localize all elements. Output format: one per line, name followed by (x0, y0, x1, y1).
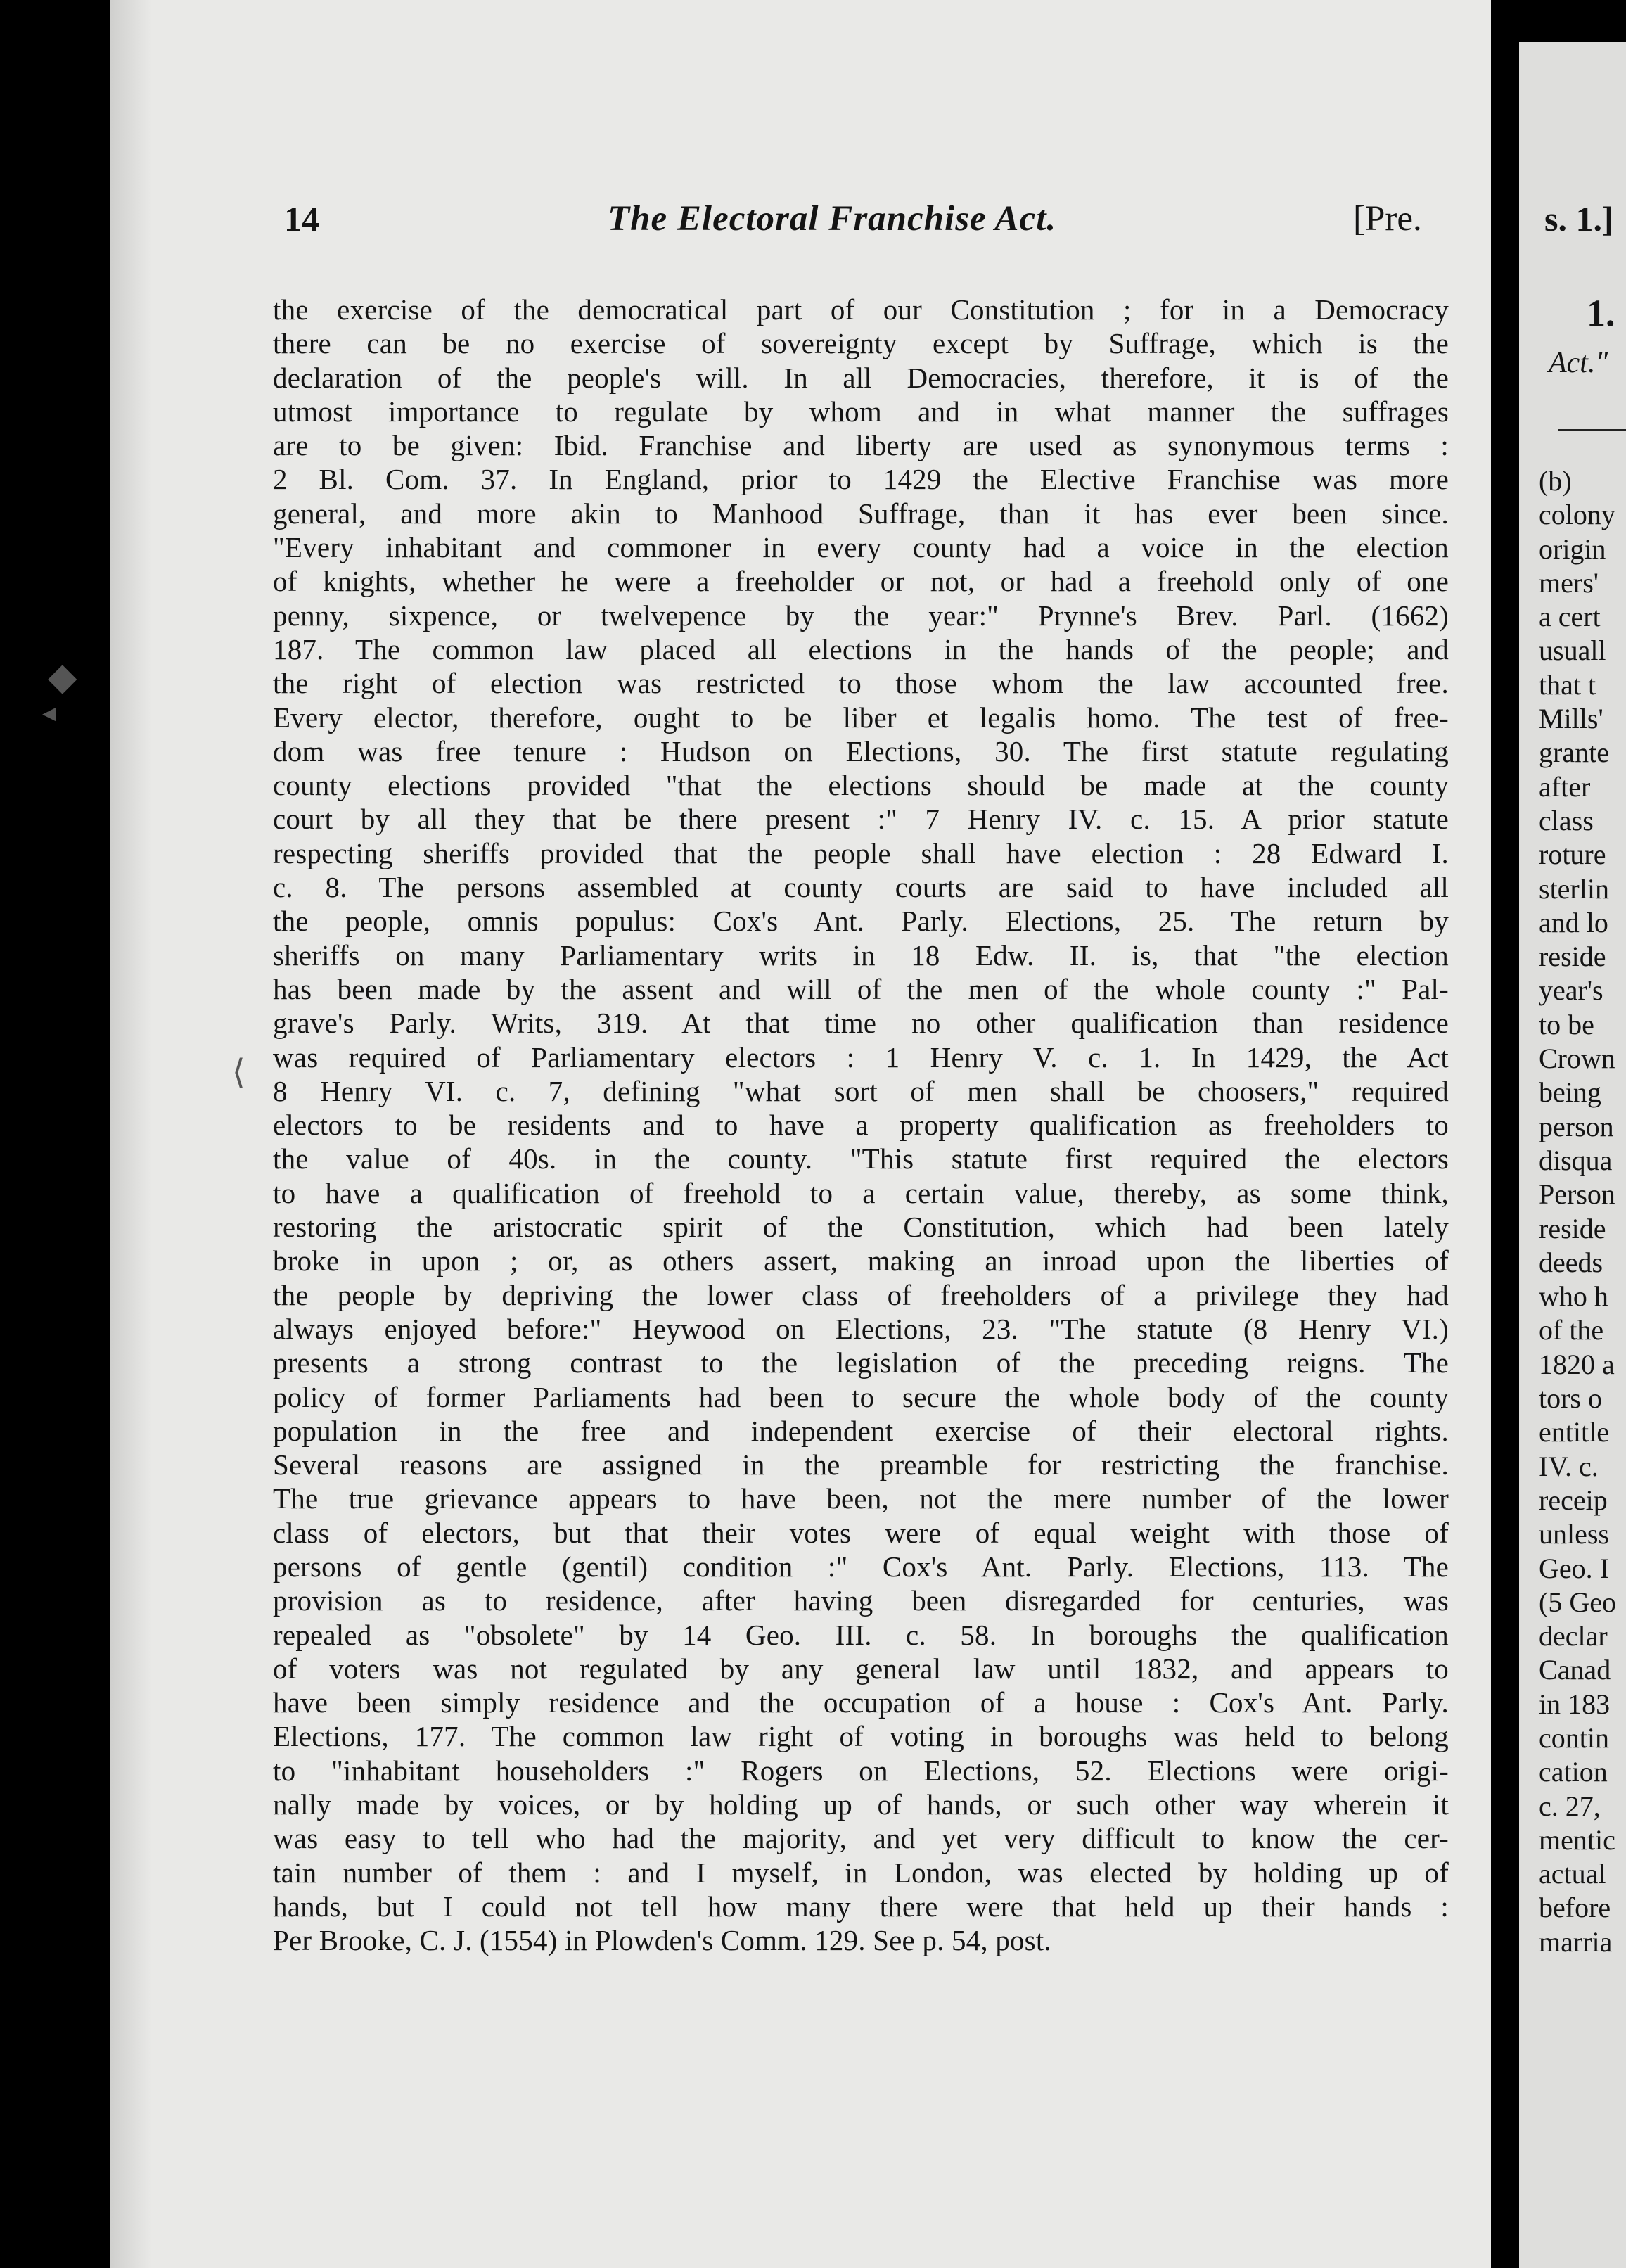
text-line: county elections provided "that the elections should be made at the county (273, 769, 1449, 802)
facing-text-line: 1820 a (1539, 1348, 1615, 1380)
text-line: grave's Parly. Writs, 319. At that time no other qualification than residence (273, 1007, 1449, 1040)
text-line: tain number of them : and I myself, in London, was elected by holding up of (273, 1856, 1449, 1889)
facing-text-line: marria (1539, 1925, 1613, 1958)
text-line: of knights, whether he were a freeholder or not, or had a freehold only of one (273, 565, 1449, 598)
text-line: hands, but I could not tell how many there were that held up their hands : (273, 1890, 1449, 1923)
text-line: the exercise of the democratical part of our Constitution ; for in a Democracy (273, 293, 1449, 326)
text-line: population in the free and independent exercise of their electoral rights. (273, 1414, 1449, 1447)
facing-text-line: origin (1539, 533, 1606, 565)
facing-act-fragment: Act." (1549, 347, 1608, 379)
text-line: the right of election was restricted to those whom the law accounted free. (273, 667, 1449, 700)
text-line: utmost importance to regulate by whom and in what manner the suffrages (273, 395, 1449, 428)
facing-text-line: sterlin (1539, 872, 1609, 905)
text-line: 187. The common law placed all elections in the hands of the people; and (273, 632, 1449, 665)
text-line: provision as to residence, after having been disregarded for centuries, was (273, 1584, 1449, 1617)
text-line: restoring the aristocratic spirit of the Constitution, which had been lately (273, 1211, 1449, 1244)
text-line: court by all they that be there present :" 7 Henry IV. c. 15. A prior statute (273, 803, 1449, 836)
facing-text-line: mentic (1539, 1823, 1615, 1856)
text-line: Every elector, therefore, ought to be liber et legalis homo. The test of free- (273, 701, 1449, 734)
facing-text-line: IV. c. (1539, 1450, 1599, 1482)
text-line: Per Brooke, C. J. (1554) in Plowden's Comm. 129. See p. 54, post. (273, 1924, 1051, 1957)
facing-text-line: and lo (1539, 906, 1608, 938)
facing-text-line: in 183 (1539, 1688, 1611, 1720)
margin-mark-icon: ◂ (42, 696, 57, 729)
facing-text-line: actual (1539, 1858, 1606, 1890)
text-line: electors to be residents and to have a property qualification as freeholders to (273, 1109, 1449, 1142)
margin-mark-icon: ◆ (48, 654, 77, 699)
facing-text-line: declar (1539, 1620, 1608, 1652)
text-line: sheriffs on many Parliamentary writs in 18 Edw. II. is, that "the election (273, 938, 1449, 971)
facing-text-line: that t (1539, 668, 1596, 701)
facing-text-line: who h (1539, 1280, 1608, 1313)
facing-text-line: disqua (1539, 1144, 1613, 1176)
facing-text-line: Mills' (1539, 703, 1603, 735)
text-line: class of electors, but that their votes were of equal weight with those of (273, 1516, 1449, 1549)
text-line: the people by depriving the lower class of freeholders of a privilege they had (273, 1278, 1449, 1311)
facing-text-line: Geo. I (1539, 1552, 1609, 1584)
text-line: always enjoyed before:" Heywood on Elections, 23. "The statute (8 Henry VI.) (273, 1312, 1449, 1345)
text-line: The true grievance appears to have been, not the mere number of the lower (273, 1482, 1449, 1515)
text-line: general, and more akin to Manhood Suffrage, than it has ever been since. (273, 497, 1449, 530)
text-line: the value of 40s. in the county. "This statute first required the electors (273, 1142, 1449, 1176)
facing-section-number: 1. (1587, 292, 1615, 334)
text-line: "Every inhabitant and commoner in every county had a voice in the election (273, 531, 1449, 564)
facing-text-line: to be (1539, 1008, 1594, 1040)
facing-text-line: c. 27, (1539, 1790, 1601, 1822)
page-gutter-shadow (110, 0, 152, 2268)
text-line: have been simply residence and the occupation of a house : Cox's Ant. Parly. (273, 1686, 1449, 1719)
text-line: policy of former Parliaments had been to secure the whole body of the county (273, 1380, 1449, 1413)
facing-text-line: (5 Geo (1539, 1586, 1616, 1618)
facing-text-line: roture (1539, 839, 1606, 871)
facing-text-line: usuall (1539, 635, 1606, 667)
text-line: of voters was not regulated by any general law until 1832, and appears to (273, 1652, 1449, 1685)
facing-text-line: deeds (1539, 1246, 1603, 1278)
text-line: presents a strong contrast to the legislation of the preceding reigns. The (273, 1346, 1449, 1380)
main-text-block (273, 293, 1449, 1958)
page-number: 14 (284, 199, 319, 238)
text-line: persons of gentle (gentil) condition :" Cox's Ant. Parly. Elections, 113. The (273, 1550, 1449, 1583)
facing-page-header: s. 1.] (1544, 199, 1614, 238)
text-line: there can be no exercise of sovereignty except by Suffrage, which is the (273, 327, 1449, 360)
text-line: broke in upon ; or, as others assert, making an inroad upon the liberties of (273, 1244, 1449, 1278)
text-line: to "inhabitant householders :" Rogers on Elections, 52. Elections were origi- (273, 1754, 1449, 1787)
text-line: repealed as "obsolete" by 14 Geo. III. c. 58. In boroughs the qualification (273, 1618, 1449, 1651)
text-line: 2 Bl. Com. 37. In England, prior to 1429 the Elective Franchise was more (273, 463, 1449, 496)
text-line: Several reasons are assigned in the preamble for restricting the franchise. (273, 1448, 1449, 1482)
facing-text-line: after (1539, 770, 1591, 803)
facing-text-line: Crown (1539, 1043, 1615, 1075)
text-line: c. 8. The persons assembled at county courts are said to have included all (273, 871, 1449, 904)
facing-text-line: reside (1539, 941, 1606, 973)
facing-text-line: contin (1539, 1721, 1609, 1754)
facing-text-line: reside (1539, 1212, 1606, 1244)
text-line: has been made by the assent and will of the men of the whole county :" Pal- (273, 972, 1449, 1005)
text-line: was required of Parliamentary electors : 1 Henry V. c. 1. In 1429, the Act (273, 1040, 1449, 1074)
facing-text-line: Canad (1539, 1654, 1611, 1686)
text-line: penny, sixpence, or twelvepence by the year:" Prynne's Brev. Parl. (1662) (273, 599, 1449, 632)
facing-text-line: tors o (1539, 1382, 1602, 1415)
margin-mark-icon: ⟨ (232, 1052, 245, 1092)
facing-text-line: unless (1539, 1518, 1609, 1550)
facing-text-line: entitle (1539, 1416, 1609, 1448)
page-header (0, 198, 1626, 255)
facing-text-line: cation (1539, 1756, 1608, 1788)
text-line: 8 Henry VI. c. 7, defining "what sort of men shall be choosers," required (273, 1074, 1449, 1107)
facing-text-line: year's (1539, 974, 1603, 1007)
facing-page-text (1539, 464, 1616, 1959)
text-line: declaration of the people's will. In all Democracies, therefore, it is of the (273, 361, 1449, 394)
facing-text-line: person (1539, 1110, 1614, 1142)
text-line: dom was free tenure : Hudson on Elections, 30. The first statute regulating (273, 734, 1449, 767)
facing-text-line: grante (1539, 737, 1609, 769)
text-line: to have a qualification of freehold to a certain value, thereby, as some think, (273, 1176, 1449, 1209)
running-title: The Electoral Franchise Act. (608, 199, 1057, 238)
text-line: are to be given: Ibid. Franchise and liberty are used as synonymous terms : (273, 429, 1449, 462)
text-line: respecting sheriffs provided that the people shall have election : 28 Edward I. (273, 836, 1449, 869)
section-reference: [Pre. (1353, 199, 1422, 238)
facing-text-line: colony (1539, 499, 1615, 531)
text-line: the people, omnis populus: Cox's Ant. Parly. Elections, 25. The return by (273, 905, 1449, 938)
facing-text-line: mers' (1539, 566, 1599, 599)
facing-text-line: Person (1539, 1178, 1615, 1211)
facing-text-line: (b) (1539, 465, 1572, 497)
text-line: nally made by voices, or by holding up of hands, or such other way wherein it (273, 1788, 1449, 1821)
facing-text-line: class (1539, 804, 1594, 836)
text-line: Elections, 177. The common law right of voting in boroughs was held to belong (273, 1720, 1449, 1753)
facing-text-line: before (1539, 1892, 1611, 1924)
facing-text-line: a cert (1539, 601, 1601, 633)
facing-divider (1558, 429, 1626, 431)
facing-text-line: of the (1539, 1314, 1604, 1346)
text-line: was easy to tell who had the majority, and yet very difficult to know the cer- (273, 1822, 1449, 1855)
facing-text-line: receip (1539, 1484, 1608, 1516)
facing-text-line: being (1539, 1076, 1601, 1109)
